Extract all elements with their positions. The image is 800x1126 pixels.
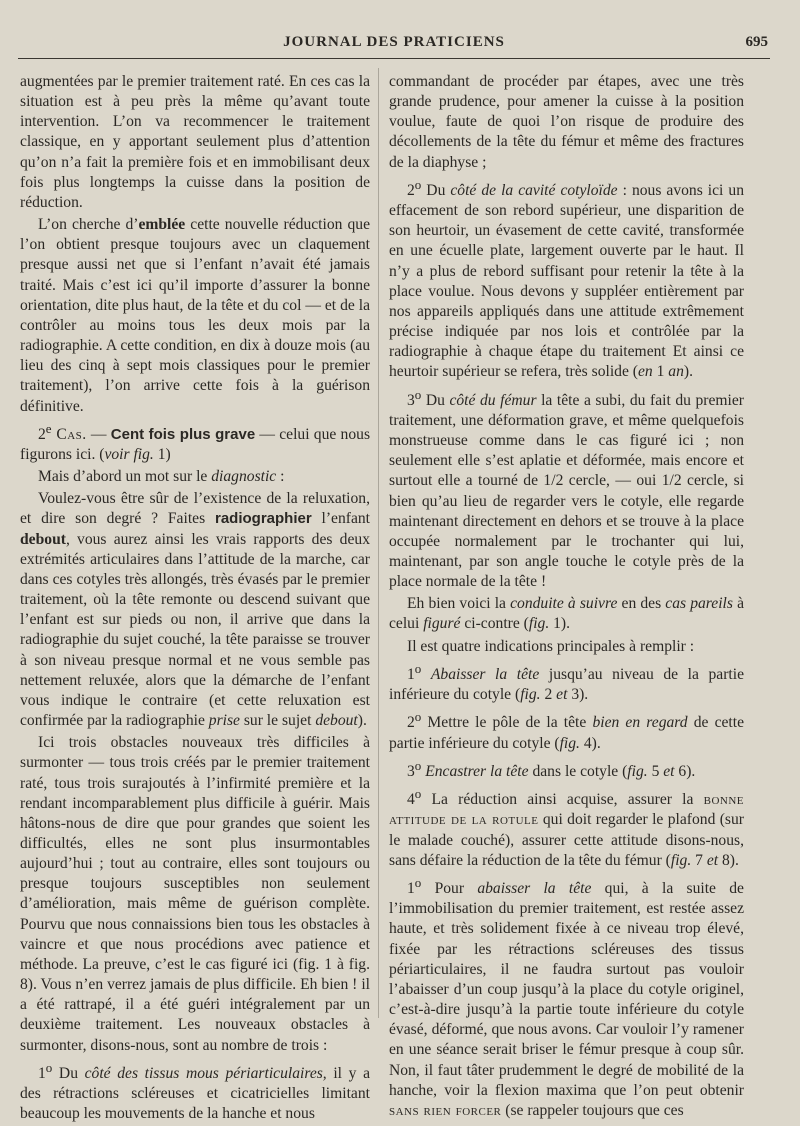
paragraph: 1$^o$ Abaisser la tête jusqu’au niveau de la partie inférieure du cotyle (fig. 2 et 3). <box>389 660 744 704</box>
paragraph: 2$^o$ Mettre le pôle de la tête bien en regard de cette partie inférieure du cotyle (fig. 4). <box>389 709 745 752</box>
paragraph: 4$^o$ La réduction ainsi acquise, assurer la bonne attitude de la rotule qui doit regarder le plafond (sur le malade couché), assurer cette attitude disons-nous, sans défaire la réduction de la tête du fémur (fig. 7 et 8). <box>389 786 744 869</box>
page-header <box>18 30 770 59</box>
page-number: 695 <box>745 34 768 50</box>
paragraph: 3$^o$ Du côté du fémur la tête a subi, du fait du premier traitement, une déformation grave, et même quelquefois monstrueuse comme dans le cas figuré ici ; non seulement elle s’est aplatie et déformée, mais encore et surtout elle a tourné de 1/2 cercle, — oui 1/2 cercle, si bien qu’au lieu de regarder vers le cotyle, elle regarde maintenant directement en dehors et se trouve à la place occupée normalement par le trochanter qui lui, maintenant, par son angle touche le cotyle près de la place normale de la tête ! <box>389 386 744 591</box>
column-divider <box>378 68 379 1018</box>
paragraph: Eh bien voici la conduite à suivre en des cas pareils à celui figuré ci-contre (fig. 1). <box>389 595 744 633</box>
running-title: JOURNAL DES PRATICIENS <box>283 34 505 50</box>
paragraph: 2e Cas. — Cent fois plus grave — celui que nous figurons ici. (voir fig. 1) <box>20 420 371 463</box>
paragraph: Il est quatre indications principales à remplir : <box>407 637 695 655</box>
paragraph: augmentées par le premier traitement raté. En ces cas la situation est à peu près la même qu’avant toute intervention. L’on va recommencer le traitement classique, en y apportant seulement plus d’attention qu’on n’a fait la première fois et en immobilisant deux fois plus longtemps la cuisse dans la position de réduction. <box>20 73 370 211</box>
right-column <box>389 72 744 1123</box>
paragraph: 3$^o$ Encastrer la tête dans le cotyle (fig. 5 et 6). <box>407 757 696 780</box>
paragraph: commandant de procéder par étapes, avec une très grande prudence, pour amener la cuisse à la position voulue, faute de quoi l’on risque de produire des décollements de la tête du fémur et même des fractures de la diaphyse ; <box>389 73 744 171</box>
paragraph: Ici trois obstacles nouveaux très difficiles à surmonter — tous trois créés par le premier traitement raté, tous trois surajoutés à l’infirmité première et la rendant incomparablement plus difficile à guérir. Mais hâtons-nous de dire que pour grandes que soient les difficultés, elles ne sont plus insurmontables aujourd’hui ; tout au contraire, elles sont toujours ou presque toujours susceptibles non seulement d’amélioration, mais même de guérison complète. Pourvu que nous connaissions bien tous les obstacles à vaincre et que nous procédions avec patience et méthode. La preuve, c’est le cas figuré ici (fig. 1 à fig. 8). Vous n’en verrez jamais de plus difficile. Eh bien ! il a été rattrapé, il a été guéri intégralement par un deuxième traitement. Les nouveaux obstacles à surmonter, disons-nous, sont au nombre de trois : <box>20 734 370 1054</box>
paragraph: L’on cherche d’emblée cette nouvelle réduction que l’on obtient presque toujours avec un claquement presque aussi net que si l’enfant n’avait été jamais traité. Mais c’est ici qu’il importe d’assurer la bonne orientation, dite plus haut, de la tête et du col — et de la contrôler au moins tous les deux mois par la radiographie. A cette condition, en dix à douze mois (au lieu des cinq à sept mois classiques pour le premier traitement), l’on arrive cette fois à la guérison définitive. <box>20 216 371 415</box>
left-column <box>20 72 370 1126</box>
paragraph: 1$^o$ Du côté des tissus mous périarticulaires, il y a des rétractions scléreuses et cicatricielles limitant beaucoup les mouvements de la hanche et nous <box>20 1059 370 1123</box>
paragraph: Voulez-vous être sûr de l’existence de la reluxation, et dire son degré ? Faites radiographier l’enfant debout, vous aurez ainsi les vrais rapports des deux extrémités articulaires dans l’attitude de la marche, car dans ces cotyles très allongés, très évasés par le premier traitement, où la tête remonte ou descend suivant que l’enfant est sur pieds ou non, il arrive que dans la radiographie du sujet couché, la tête paraisse se trouver à son niveau presque normal et ne vous semble pas nettement reluxée, alors que la démarche de l’enfant vous indique le contraire (et cette reluxation est confirmée par la radiographie prise sur le sujet debout). <box>20 490 370 730</box>
paragraph: 2$^o$ Du côté de la cavité cotyloïde : nous avons ici un effacement de son rebord supérieur, une disparition de son heurtoir, un évasement de cette cavité, transformée en une écuelle plate, largement ouverte par le haut. Il n’y a plus de rebord suffisant pour retenir la tête à la place voulue. Nous devons y suppléer entièrement par nos appareils appliqués dans une attitude extrêmement précise indiquée par nos lois et contrôlée par la radiographie à chaque étape du traitement Et ainsi ce heurtoir supérieur se refera, très solide (en 1 an). <box>389 176 744 381</box>
paragraph: Mais d’abord un mot sur le diagnostic : <box>38 468 285 486</box>
paragraph: 1$^o$ Pour abaisser la tête qui, à la suite de l’immobilisation du premier traitement, est restée assez haute, et très solidement fixée à ce niveau trop élevé, fixée par les rétractions scléreuses des tissus périarticulaires, il ne faudra surtout pas vouloir l’abaisser d’un coup jusqu’à la place du cotyle originel, c’est-à-dire jusqu’à la partie toute inférieure du cotyle évasé, déformé, que nous avons. Car vouloir l’y ramener en une séance serait briser le fémur presque à coup sûr. Non, il faut tâter prudemment le degré de mobilité de la hanche, voir la flexion maxima que l’on peut obtenir sans rien forcer (se rappeler toujours que ces <box>389 874 744 1119</box>
